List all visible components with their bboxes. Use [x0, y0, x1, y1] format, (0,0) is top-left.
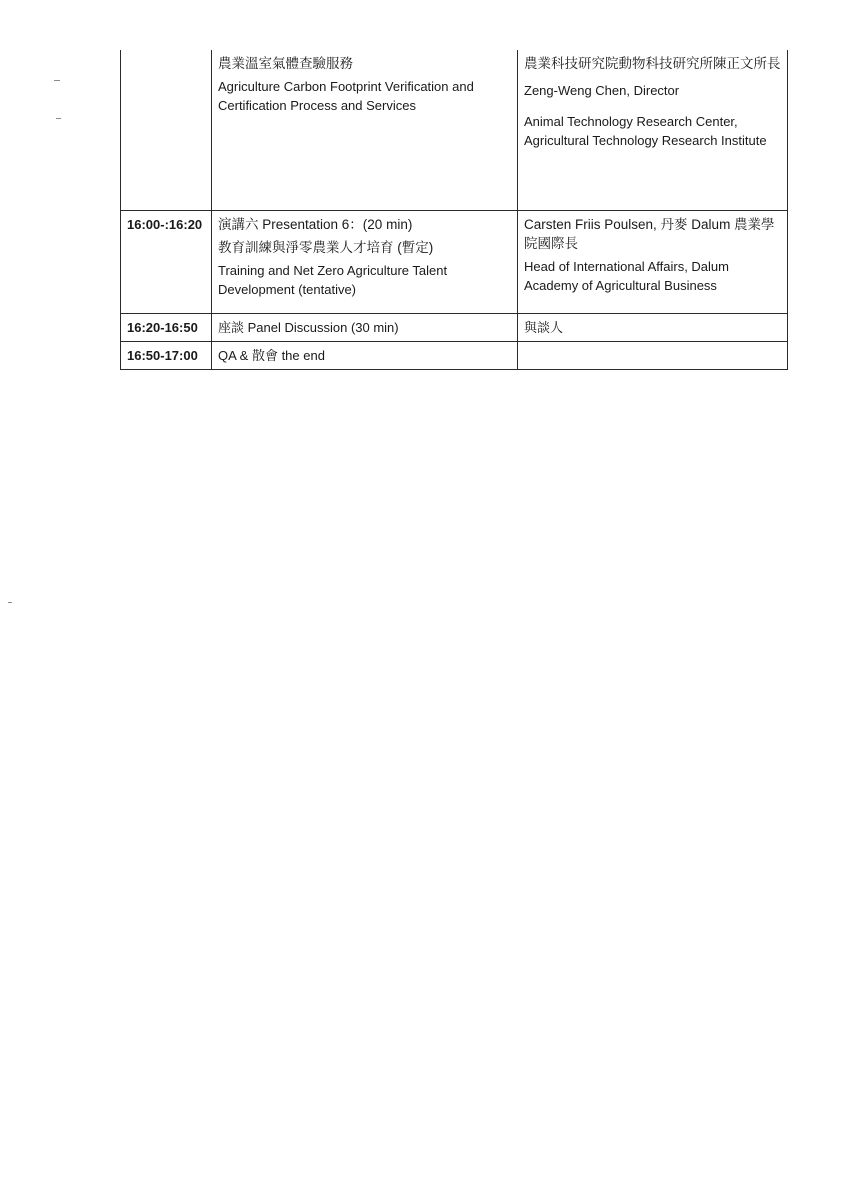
topic-cell: [212, 50, 518, 211]
topic-title-zh: 教育訓練與淨零農業人才培育 (暫定): [218, 240, 434, 255]
time-label: 16:20-16:50: [127, 320, 198, 335]
time-label: 16:50-17:00: [127, 348, 198, 363]
speaker-cell: [518, 314, 788, 342]
scan-speck: [8, 602, 12, 603]
speaker-affiliation: Animal Technology Research Center, Agricultural Technology Research Institute: [524, 114, 767, 148]
speaker-affiliation: Head of International Affairs, Dalum Academy of Agricultural Business: [524, 259, 729, 293]
topic-title-en: Training and Net Zero Agriculture Talent Development (tentative): [218, 263, 448, 297]
speaker-cell: [518, 50, 788, 211]
time-cell: [121, 211, 212, 314]
topic-title-zh: 農業溫室氣體查驗服務: [218, 56, 353, 71]
time-cell: [121, 342, 212, 370]
scan-speck: [56, 118, 61, 119]
agenda-row-closing: [121, 342, 788, 370]
time-cell: [121, 314, 212, 342]
topic-title-en: Agriculture Carbon Footprint Verification and Certification Process and Services: [218, 79, 474, 113]
speaker-zh: 農業科技研究院動物科技研究所陳正文所長: [524, 56, 781, 71]
time-label: 16:00-:16:20: [127, 217, 203, 232]
speaker-zh: Carsten Friis Poulsen, 丹麥 Dalum 農業學院國際長: [524, 217, 775, 251]
topic-cell: [212, 314, 518, 342]
agenda-row-presentation-6: [121, 211, 788, 314]
speaker-cell: [518, 342, 788, 370]
speaker-label: 與談人: [524, 320, 564, 335]
time-cell: [121, 50, 212, 211]
topic-title: QA & 散會 the end: [218, 348, 325, 363]
agenda-row-panel-discussion: [121, 314, 788, 342]
presentation-header: 演講六 Presentation 6：(20 min): [218, 217, 413, 232]
topic-cell: [212, 211, 518, 314]
scan-speck: [54, 80, 60, 81]
topic-title: 座談 Panel Discussion (30 min): [218, 320, 399, 335]
agenda-row-carbon-footprint: [121, 50, 788, 211]
speaker-name: Zeng-Weng Chen, Director: [524, 83, 680, 98]
topic-cell: [212, 342, 518, 370]
speaker-cell: [518, 211, 788, 314]
agenda-table: [120, 50, 788, 370]
spacer: [524, 100, 781, 112]
